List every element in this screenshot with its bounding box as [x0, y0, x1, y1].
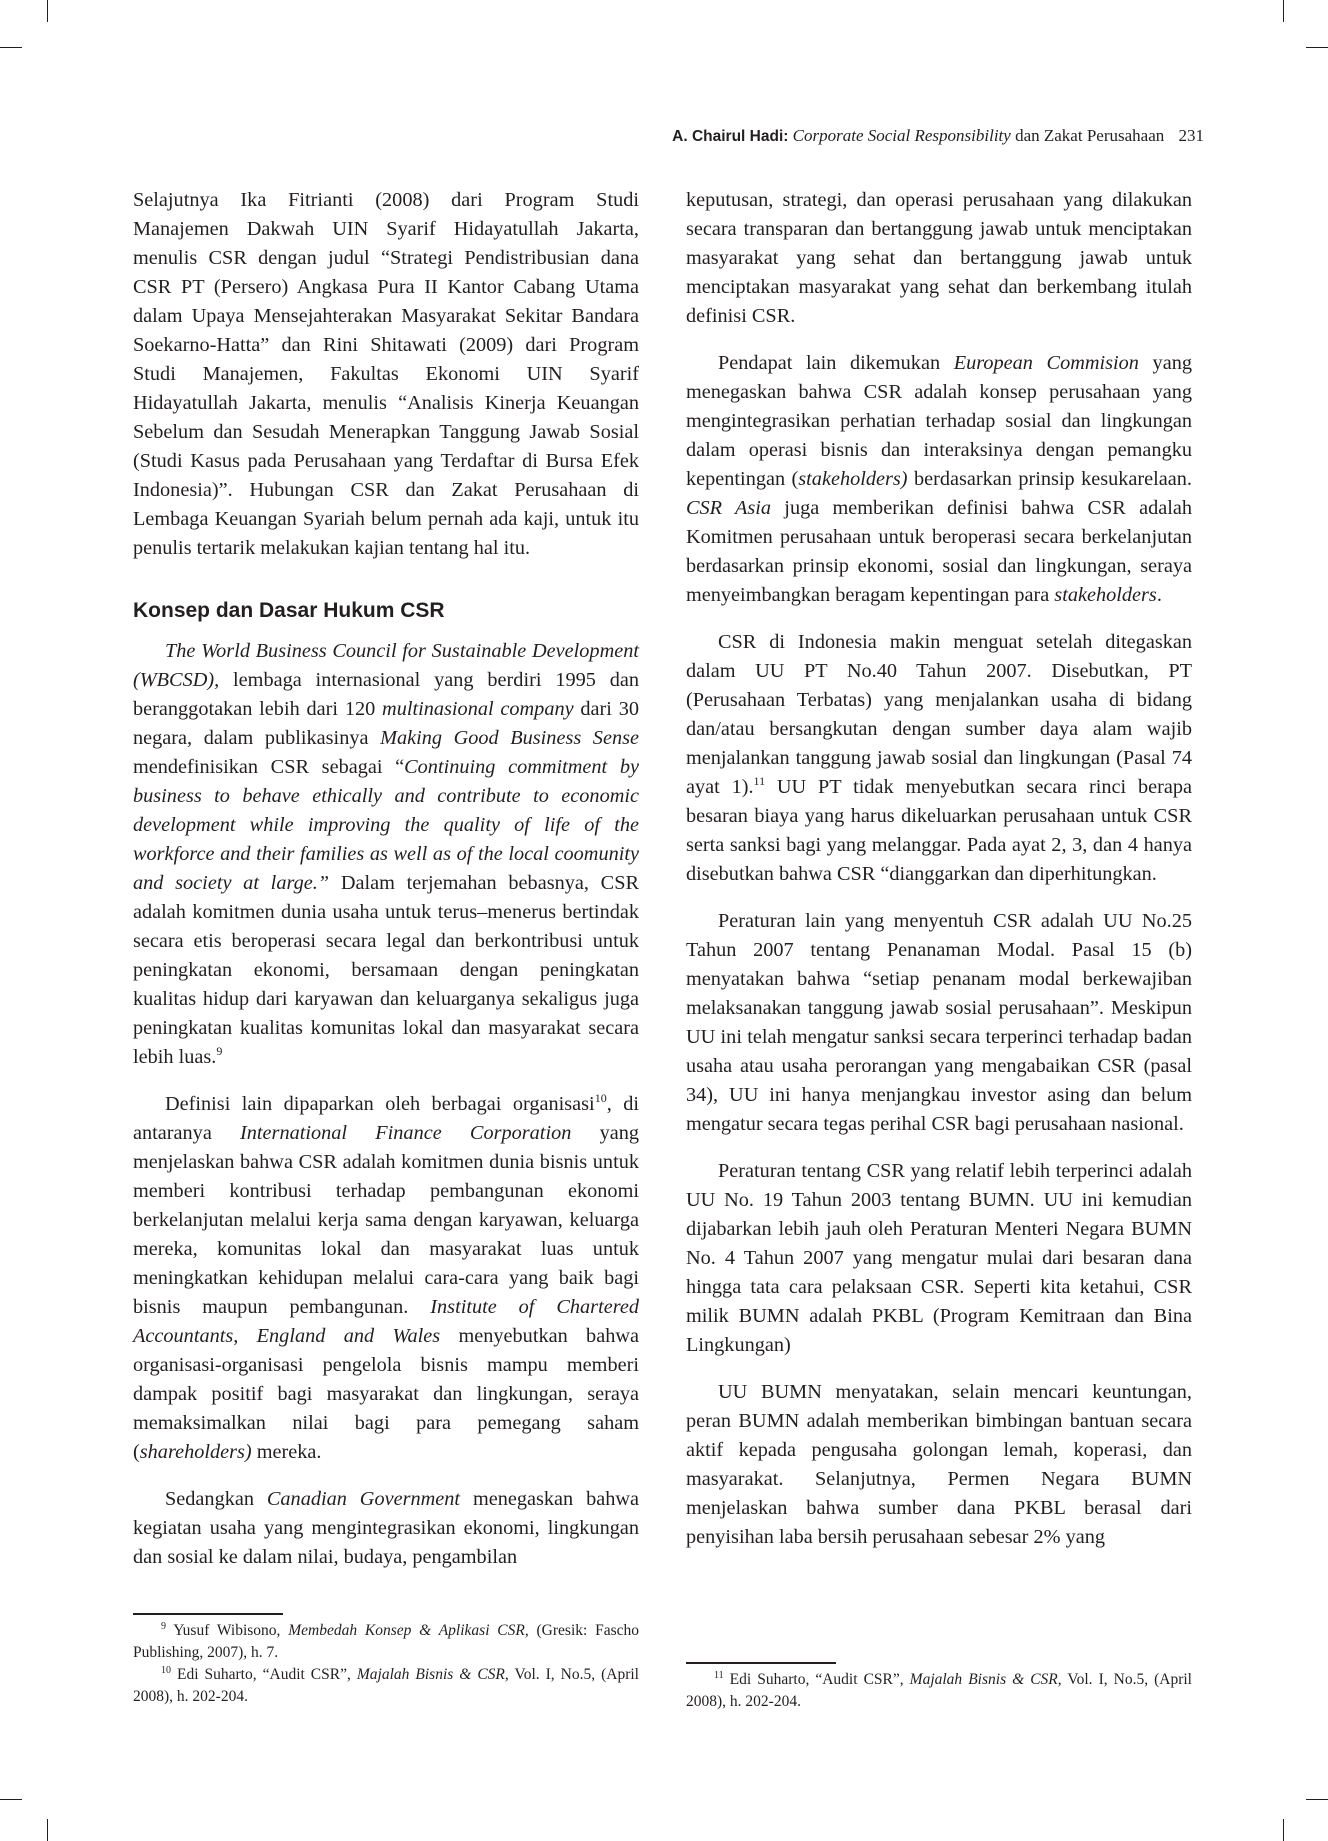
- footnotes-right: [686, 1669, 1192, 1713]
- paragraph: [686, 628, 1192, 889]
- footnote-item: [133, 1664, 639, 1708]
- paragraph: [686, 349, 1192, 610]
- paragraph: Peraturan lain yang menyentuh CSR adalah UU No.25 Tahun 2007 tentang Penanaman Modal. Pasal 15 (b) menyatakan bahwa “setiap penanam modal berkewajiban melaksanakan tanggung jawab sosial perusahaan”. Meskipun UU ini telah mengatur sanksi secara terperinci terhadap badan usaha atau usaha perorangan yang mengabaikan CSR (pasal 34), UU ini hanya menjangkau investor asing dan belum mengatur secara tegas perihal CSR bagi perusahaan nasional.: [686, 910, 1192, 1135]
- italic-text: Membedah Konsep & Aplikasi CSR,: [288, 1622, 529, 1639]
- text: menyebutkan bahwa organisasi-organisasi pengelola bisnis mampu memberi dampak positif bagi masyarakat dan lingkungan, seraya memaksimalkan nilai bagi para pemegang saham (: [133, 1325, 639, 1463]
- italic-text: CSR Asia: [686, 497, 772, 519]
- crop-mark-bottom-right-v: [1283, 1819, 1284, 1841]
- italic-text: England and Wales: [256, 1325, 441, 1347]
- italic-text: Institute of Chartered Accountants: [133, 1296, 639, 1347]
- paragraph: keputusan, strategi, dan operasi perusahaan yang dilakukan secara transparan dan bertanggung jawab untuk menciptakan masyarakat yang sehat dan bertanggung jawab untuk menciptakan masyarakat yang sehat dan berkembang itulah definisi CSR.: [686, 189, 1192, 327]
- text: Edi Suharto, “Audit CSR”,: [723, 1671, 910, 1688]
- text: Yusuf Wibisono,: [166, 1622, 289, 1639]
- paragraph: [133, 637, 639, 1072]
- italic-text: shareholders): [139, 1441, 252, 1463]
- footnote-item: [686, 1669, 1192, 1713]
- text: yang menegaskan bahwa CSR adalah konsep perusahaan yang mengintegrasikan perhatian terhadap sosial dan lingkungan dalam operasi bisnis dan interaksinya dengan pemangku kepentingan (: [686, 352, 1192, 490]
- footnote-ref[interactable]: 10: [594, 1091, 607, 1106]
- left-column: [133, 186, 639, 1590]
- crop-mark-top-right-v: [1283, 0, 1284, 22]
- italic-text: multinasional company: [382, 698, 574, 720]
- footnote-rule: [686, 1662, 836, 1664]
- text: Pendapat lain dikemukan: [718, 352, 954, 374]
- footnote-rule: [133, 1613, 283, 1615]
- crop-mark-bottom-right-h: [1306, 1799, 1328, 1800]
- italic-text: stakeholders: [1054, 584, 1157, 606]
- paragraph: [133, 1090, 639, 1467]
- paragraph: Peraturan tentang CSR yang relatif lebih terperinci adalah UU No. 19 Tahun 2003 tentang BUMN. UU ini kemudian dijabarkan lebih jauh oleh Peraturan Menteri Negara BUMN No. 4 Tahun 2007 yang mengatur mulai dari besaran dana hingga tata cara pelaksaan CSR. Seperti kita ketahui, CSR milik BUMN adalah PKBL (Program Kemitraan dan Bina Lingkungan): [686, 1160, 1192, 1356]
- page-number: 231: [1178, 126, 1204, 145]
- crop-mark-bottom-left-h: [0, 1799, 22, 1800]
- italic-text: Canadian Government: [266, 1488, 461, 1510]
- italic-text: Making Good Business Sense: [380, 727, 639, 749]
- footnote-number: 10: [161, 1664, 171, 1676]
- italic-text: Majalah Bisnis & CSR,: [909, 1671, 1062, 1688]
- paragraph: [133, 1485, 639, 1572]
- text: UU PT tidak menyebutkan secara rinci berapa besaran biaya yang harus dikeluarkan perusahaan untuk CSR serta sanksi bagi yang melanggar. Pada ayat 2, 3, dan 4 hanya disebutkan bahwa CSR “dianggarkan dan diperhitungkan.: [686, 776, 1192, 885]
- text: berdasarkan prinsip kesukarelaan.: [907, 468, 1192, 490]
- italic-text: The World Business Council for Sustainable Development (WBCSD),: [133, 640, 639, 691]
- footnote-number: 11: [714, 1669, 724, 1681]
- running-header: [0, 126, 1204, 146]
- text: ,: [233, 1325, 257, 1347]
- paragraph: Selajutnya Ika Fitrianti (2008) dari Program Studi Manajemen Dakwah UIN Syarif Hidayatullah Jakarta, menulis CSR dengan judul “Strategi Pendistribusian dana CSR PT (Persero) Angkasa Pura II Kantor Cabang Utama dalam Upaya Mensejahterakan Masyarakat Sekitar Bandara Soekarno-Hatta” dan Rini Shitawati (2009) dari Program Studi Manajemen, Fakultas Ekonomi UIN Syarif Hidayatullah Jakarta, menulis “Analisis Kinerja Keuangan Sebelum dan Sesudah Menerapkan Tanggung Jawab Sosial (Studi Kasus pada Perusahaan yang Terdaftar di Bursa Efek Indonesia)”. Hubungan CSR dan Zakat Perusahaan di Lembaga Keuangan Syariah belum pernah ada kaji, untuk itu penulis tertarik melakukan kajian tentang hal itu.: [133, 189, 639, 559]
- text: Definisi lain dipaparkan oleh berbagai organisasi: [165, 1093, 595, 1115]
- text: , di antaranya: [133, 1093, 639, 1144]
- italic-text: stakeholders): [798, 468, 908, 490]
- header-title-italic: Corporate Social Responsibility: [792, 126, 1011, 145]
- crop-mark-top-left-v: [47, 0, 48, 22]
- text: Sedangkan: [165, 1488, 267, 1510]
- crop-mark-bottom-left-v: [47, 1819, 48, 1841]
- right-column: [686, 186, 1192, 1570]
- text: Vol. I, No.5, (April 2008), h. 202-204.: [133, 1666, 639, 1705]
- crop-mark-top-right-h: [1306, 47, 1328, 48]
- text: mendefinisikan CSR sebagai “: [133, 756, 405, 778]
- footnote-ref[interactable]: 9: [216, 1044, 223, 1059]
- header-title-rest: dan Zakat Perusahaan: [1015, 126, 1165, 145]
- text: yang menjelaskan bahwa CSR adalah komitmen dunia bisnis untuk memberi kontribusi terhadap pembangunan ekonomi berkelanjutan melalui kerja sama dengan karyawan, keluarga mereka, komunitas lokal dan masyarakat luas untuk meningkatkan kehidupan melalui cara-cara yang baik bagi bisnis maupun pembangunan.: [133, 1122, 639, 1318]
- footnote-number: 9: [161, 1620, 166, 1632]
- text: (Gresik: Fascho Publishing, 2007), h. 7.: [133, 1622, 640, 1661]
- footnote-ref[interactable]: 11: [753, 774, 766, 789]
- italic-text: Majalah Bisnis & CSR,: [356, 1666, 509, 1683]
- text: Vol. I, No.5, (April 2008), h. 202-204.: [686, 1671, 1192, 1710]
- text: juga memberikan definisi bahwa CSR adalah Komitmen perusahaan untuk beroperasi secara berkelanjutan berdasarkan prinsip ekonomi, sosial dan lingkungan, seraya menyeimbangkan beragam kepentingan para: [686, 497, 1192, 606]
- italic-text: European Commision: [953, 352, 1139, 374]
- text: .: [1156, 584, 1162, 606]
- footnote-item: [133, 1620, 639, 1664]
- text: mereka.: [251, 1441, 322, 1463]
- italic-text: Continuing commitment by business to behave ethically and contribute to economic development while improving the quality of life of the workforce and their families as well as of the local coomunity and society at large.”: [133, 756, 639, 894]
- header-author: A. Chairul Hadi:: [672, 128, 789, 145]
- text: CSR di Indonesia makin menguat setelah ditegaskan dalam UU PT No.40 Tahun 2007. Disebutkan, PT (Perusahaan Terbatas) yang menjalankan usaha di bidang dan/atau bersangkutan dengan sumber daya alam wajib menjalankan tanggung jawab sosial dan lingkungan (Pasal 74 ayat 1).: [686, 631, 1192, 798]
- crop-mark-top-left-h: [0, 47, 22, 48]
- text: lembaga internasional yang berdiri 1995 dan beranggotakan lebih dari 120: [133, 669, 639, 720]
- text: Dalam terjemahan bebasnya, CSR adalah komitmen dunia usaha untuk terus–menerus bertindak secara etis beroperasi secara legal dan berkontribusi untuk peningkatan ekonomi, bersamaan dengan peningkatan kualitas hidup dari karyawan dan keluarganya sekaligus juga peningkatan kualitas komunitas lokal dan masyarakat secara lebih luas.: [133, 872, 640, 1068]
- footnotes-left: [133, 1620, 639, 1708]
- paragraph: UU BUMN menyatakan, selain mencari keuntungan, peran BUMN adalah memberikan bimbingan bantuan secara aktif kepada pengusaha golongan lemah, koperasi, dan masyarakat. Selanjutnya, Permen Negara BUMN menjelaskan bahwa sumber dana PKBL berasal dari penyisihan laba bersih perusahaan sebesar 2% yang: [686, 1381, 1192, 1548]
- text: menegaskan bahwa kegiatan usaha yang mengintegrasikan ekonomi, lingkungan dan sosial ke dalam nilai, budaya, pengambilan: [133, 1488, 640, 1568]
- section-heading: Konsep dan Dasar Hukum CSR: [133, 599, 445, 622]
- italic-text: International Finance Corporation: [240, 1122, 572, 1144]
- text: dari 30 negara, dalam publikasinya: [133, 698, 639, 749]
- text: Edi Suharto, “Audit CSR”,: [171, 1666, 357, 1683]
